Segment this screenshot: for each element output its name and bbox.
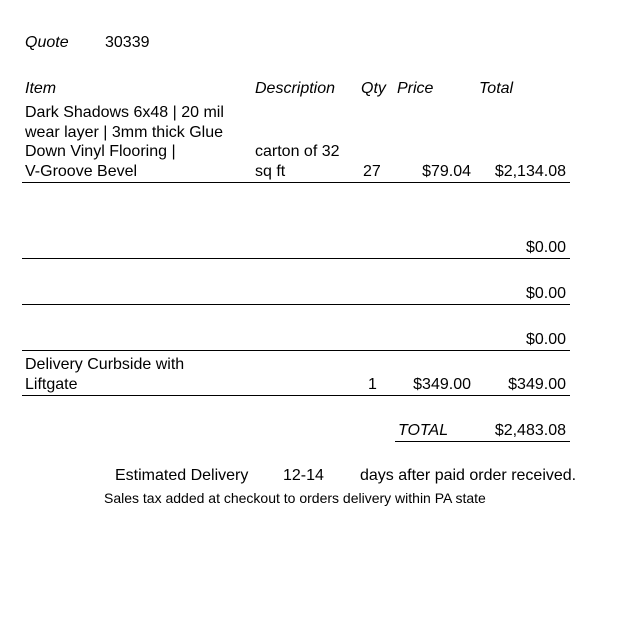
row1-description [255, 142, 355, 181]
row1-total: $2,134.08 [494, 163, 566, 180]
empty-row-divider [22, 350, 570, 351]
header-description: Description [255, 80, 336, 97]
delivery-qty: 1 [368, 376, 377, 393]
grand-total-value: $2,483.08 [494, 422, 566, 439]
header-qty: Qty [361, 80, 386, 97]
empty-row-total: $0.00 [525, 285, 566, 302]
empty-row-divider [22, 304, 570, 305]
row1-item-line: wear layer | 3mm thick Glue [25, 123, 223, 141]
delivery-days-range: 12-14 [283, 467, 324, 484]
row1-item-line: Dark Shadows 6x48 | 20 mil [25, 104, 224, 121]
row1-item-line: Down Vinyl Flooring | [25, 143, 176, 160]
quote-number: 30339 [105, 34, 150, 51]
row1-qty: 27 [363, 163, 381, 180]
delivery-item-line: Liftgate [25, 375, 78, 393]
row1-description-line: carton of 32 [255, 143, 340, 160]
delivery-total: $349.00 [508, 376, 566, 393]
grand-total-label: TOTAL [398, 422, 449, 439]
delivery-price: $349.00 [413, 376, 471, 393]
delivery-days-text: days after paid order received. [360, 467, 577, 484]
quote-label: Quote [25, 34, 69, 51]
header-total: Total [479, 80, 514, 97]
empty-row-total: $0.00 [525, 331, 566, 348]
row1-divider [22, 182, 570, 183]
header-item: Item [25, 80, 57, 97]
grand-total-divider [395, 441, 570, 442]
empty-row-divider [22, 258, 570, 259]
row1-price: $79.04 [422, 163, 471, 180]
estimated-delivery-label: Estimated Delivery [115, 467, 249, 484]
delivery-item-line: Delivery Curbside with [25, 356, 185, 373]
header-price: Price [397, 80, 434, 97]
row1-item-line: V-Groove Bevel [25, 162, 138, 180]
empty-row-total: $0.00 [525, 239, 566, 256]
sales-tax-note: Sales tax added at checkout to orders delivery within PA state [104, 490, 486, 506]
delivery-item [25, 355, 250, 394]
delivery-divider [22, 395, 570, 396]
row1-item [25, 103, 250, 181]
row1-description-line: sq ft [255, 162, 286, 180]
